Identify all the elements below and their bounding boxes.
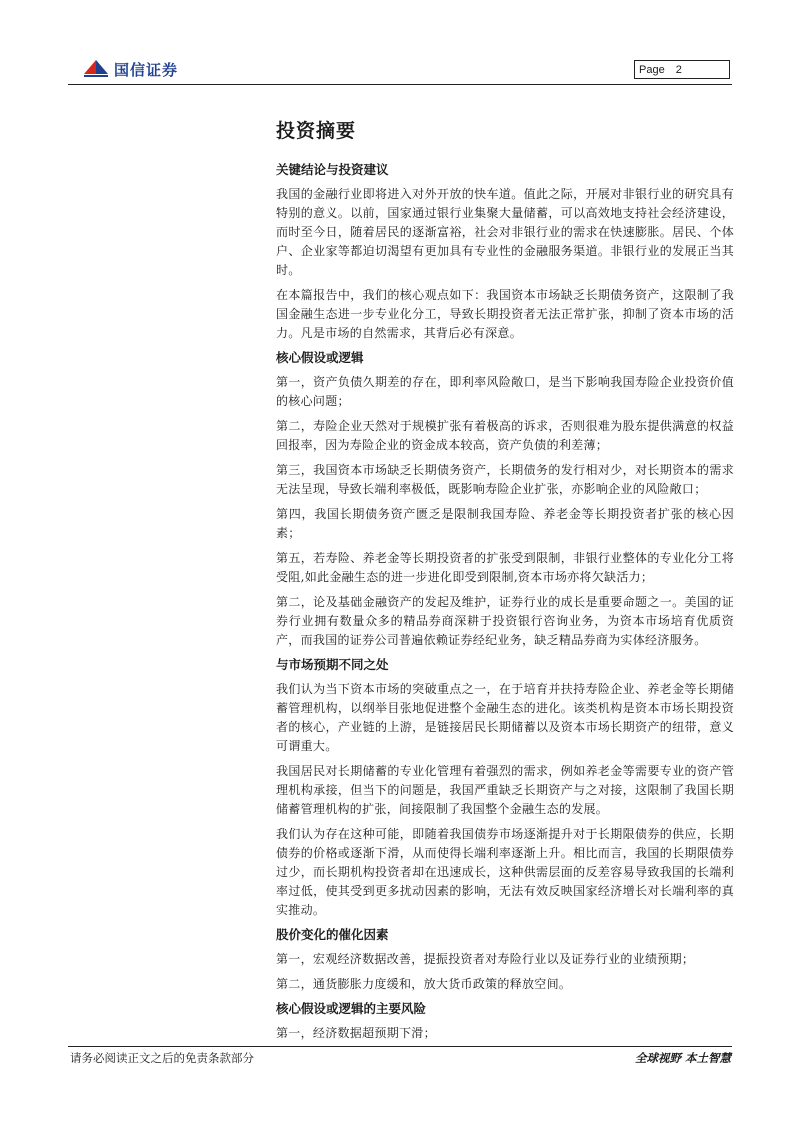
section-different-from-market (276, 656, 734, 920)
paragraph: 在本篇报告中，我们的核心观点如下：我国资本市场缺乏长期债务资产，这限制了我国金融生态进一步专业化分工，导致长期投资者无法正常扩张，抑制了资本市场的活力。凡是市场的自然需求，其背后必有深意。 (276, 288, 734, 340)
page-title: 投资摘要 (276, 120, 357, 142)
section-heading: 核心假设或逻辑 (276, 350, 364, 365)
main-content (276, 116, 734, 1049)
section-catalysts (276, 926, 734, 994)
paragraph: 第一，经济数据超预期下滑； (276, 1026, 436, 1040)
paragraph: 我国的金融行业即将进入对外开放的快车道。值此之际，开展对非银行业的研究具有特别的意义。以前，国家通过银行业集聚大量储蓄，可以高效地支持社会经济建设，而时至今日，随着居民的逐渐富裕，社会对非银行业的需求在快速膨胀。居民、个体户、企业家等都迫切渴望有更加具有专业性的金融服务渠道。非银行业的发展正当其时。 (276, 187, 734, 277)
paragraph: 第一，宏观经济数据改善，提振投资者对寿险行业以及证券行业的业绩预期； (276, 952, 695, 966)
section-heading: 核心假设或逻辑的主要风险 (276, 1001, 427, 1016)
paragraph: 第五，若寿险、养老金等长期投资者的扩张受到限制，非银行业整体的专业化分工将受阻,如此金融生态的进一步进化即受到限制,资本市场亦将欠缺活力； (276, 551, 734, 584)
section-heading: 股价变化的催化因素 (276, 927, 389, 942)
footer-divider (68, 1046, 732, 1047)
paragraph: 我国居民对长期储蓄的专业化管理有着强烈的需求，例如养老金等需要专业的资产管理机构承接，但当下的问题是，我国严重缺乏长期资产与之对接，这限制了我国长期储蓄管理机构的扩张，间接限制了我国整个金融生态的发展。 (276, 764, 734, 816)
section-risks (276, 1000, 734, 1043)
page-header (0, 0, 793, 90)
guosen-logo-icon (82, 58, 110, 80)
company-logo (82, 58, 178, 80)
page-number: 2 (675, 64, 682, 76)
section-heading: 关键结论与投资建议 (276, 162, 389, 177)
paragraph: 第三，我国资本市场缺乏长期债务资产，长期债务的发行相对少，对长期资本的需求无法呈现，导致长端利率极低，既影响寿险企业扩张，亦影响企业的风险敞口； (276, 463, 734, 496)
paragraph: 我们认为当下资本市场的突破重点之一，在于培育并扶持寿险企业、养老金等长期储蓄管理机构，以纲举目张地促进整个金融生态的进化。该类机构是资本市场长期投资者的核心，产业链的上游，是链接居民长期储蓄以及资本市场长期资产的纽带，意义可谓重大。 (276, 682, 734, 753)
paragraph: 我们认为存在这种可能，即随着我国债券市场逐渐提升对于长期限债券的供应，长期债券的价格或逐渐下滑，从而使得长端利率逐渐上升。相比而言，我国的长期限债券过少，而长期机构投资者却在迅速成长，这种供需层面的反差容易导致我国的长端利率过低，使其受到更多扰动因素的影响，无法有效反映国家经济增长对长端利率的真实推动。 (276, 827, 734, 917)
paragraph: 第二，寿险企业天然对于规模扩张有着极高的诉求，否则很难为股东提供满意的权益回报率，因为寿险企业的资金成本较高，资产负债的利差薄； (276, 419, 734, 452)
section-core-assumptions (276, 349, 734, 650)
paragraph: 第二，论及基础金融资产的发起及维护，证券行业的成长是重要命题之一。美国的证券行业拥有数量众多的精品券商深耕于投资银行咨询业务，为资本市场培育优质资产，而我国的证券公司普遍依赖证券经纪业务，缺乏精品券商为实体经济服务。 (276, 595, 734, 647)
footer-disclaimer: 请务必阅读正文之后的免责条款部分 (70, 1051, 254, 1065)
section-heading: 与市场预期不同之处 (276, 657, 389, 672)
paragraph: 第一，资产负债久期差的存在，即利率风险敞口，是当下影响我国寿险企业投资价值的核心问题； (276, 375, 734, 408)
page-indicator (634, 60, 730, 79)
section-key-conclusions (276, 161, 734, 343)
header-divider (68, 84, 732, 85)
paragraph: 第四，我国长期债务资产匮乏是限制我国寿险、养老金等长期投资者扩张的核心因素； (276, 507, 734, 540)
page-label: Page (639, 64, 665, 76)
paragraph: 第二，通货膨胀力度缓和，放大货币政策的释放空间。 (276, 977, 572, 991)
footer-slogan: 全球视野 本土智慧 (634, 1051, 731, 1065)
logo-text: 国信证券 (114, 60, 179, 79)
